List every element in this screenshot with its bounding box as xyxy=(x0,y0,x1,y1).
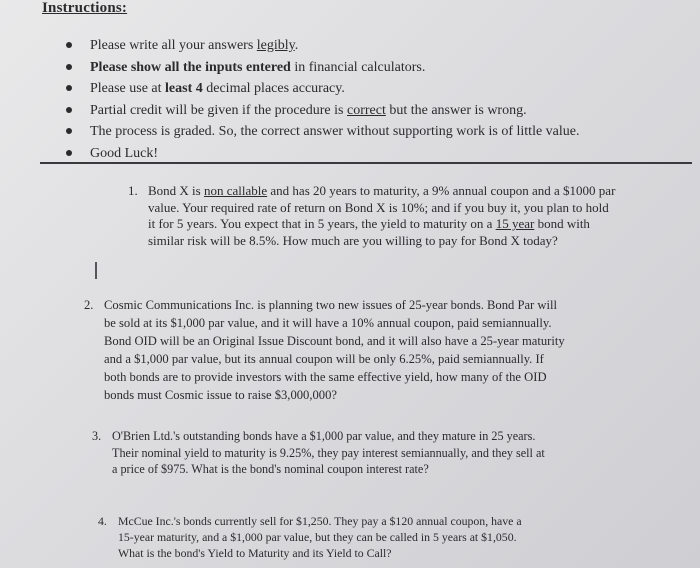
question-4: 4. McCue Inc.'s bonds currently sell for $1,250. They pay a $120 annual coupon, have a 15-year maturity, and a $1,000 par value, but they can be called in 5 years at $1,050. What is the bond's Yield to Maturity and its Yield to Call? xyxy=(98,513,658,561)
question-3: 3. O'Brien Ltd.'s outstanding bonds have a $1,000 par value, and they mature in 25 years. Their nominal yield to maturity is 9.25%, they pay interest semiannually, and they sell at a price of $975. What is the bond's nominal coupon interest rate? xyxy=(92,428,652,478)
question-line: and a $1,000 par value, but its annual coupon will be only 6.25%, paid semiannually. If xyxy=(104,352,544,366)
question-line: both bonds are to provide investors with the same effective yield, how many of the OID xyxy=(104,370,547,384)
instructions-list xyxy=(66,36,666,165)
list-item: The process is graded. So, the correct answer without supporting work is of little value. xyxy=(66,122,666,144)
question-line: bonds must Cosmic issue to raise $3,000,000? xyxy=(104,388,337,402)
question-line: O'Brien Ltd.'s outstanding bonds have a $1,000 par value, and they mature in 25 years. xyxy=(112,429,536,443)
bullet-icon xyxy=(66,64,72,70)
bullet-icon xyxy=(66,150,72,156)
question-line: value. Your required rate of return on Bond X is 10%; and if you buy it, you plan to hold xyxy=(148,199,609,215)
list-item: Please use at least 4 decimal places accuracy. xyxy=(66,79,666,101)
question-line: a price of $975. What is the bond's nominal coupon interest rate? xyxy=(112,462,429,476)
question-line: similar risk will be 8.5%. How much are you willing to pay for Bond X today? xyxy=(148,232,558,248)
question-line: Bond OID will be an Original Issue Discount bond, and it will also have a 25-year maturity xyxy=(104,334,565,348)
question-line: McCue Inc.'s bonds currently sell for $1,250. They pay a $120 annual coupon, have a xyxy=(118,514,522,528)
bullet-icon xyxy=(66,107,72,113)
divider xyxy=(40,162,692,164)
question-line: What is the bond's Yield to Maturity and its Yield to Call? xyxy=(118,546,392,560)
bullet-icon xyxy=(66,128,72,134)
text-cursor xyxy=(95,262,97,279)
question-line: Cosmic Communications Inc. is planning two new issues of 25-year bonds. Bond Par will xyxy=(104,298,557,312)
bullet-icon xyxy=(66,42,72,48)
question-line: it for 5 years. You expect that in 5 years, the yield to maturity on a 15 year bond with xyxy=(148,216,590,231)
list-item: Please show all the inputs entered in financial calculators. xyxy=(66,58,666,80)
question-line: 15-year maturity, and a $1,000 par value, but they can be called in 5 years at $1,050. xyxy=(118,530,517,544)
question-line: Their nominal yield to maturity is 9.25%, they pay interest semiannually, and they sell at xyxy=(112,445,545,460)
question-line: Bond X is non callable and has 20 years to maturity, a 9% annual coupon and a $1000 par xyxy=(148,183,616,198)
list-item: Please write all your answers legibly. xyxy=(66,36,666,58)
question-2: 2. Cosmic Communications Inc. is planning two new issues of 25-year bonds. Bond Par will be sold at its $1,000 par value, and it will have a 10% annual coupon, paid semiannually. Bond OID will be an Original Issue Discount bond, and it will also have a 25-year maturity and a $1,000 par value, but its annual coupon will be only 6.25%, paid semiannually. If both bonds are to provide investors with the same effective yield, how many of the OID bonds must Cosmic issue to raise $3,000,000? xyxy=(84,296,644,404)
question-1: 1. Bond X is non callable and has 20 years to maturity, a 9% annual coupon and a $1000 par value. Your required rate of return on Bond X is 10%; and if you buy it, you plan to hold it for 5 years. You expect that in 5 years, the yield to maturity on a 15 year bond with similar risk will be 8.5%. How much are you willing to pay for Bond X today? xyxy=(128,183,688,249)
page-title: Instructions: xyxy=(42,0,128,16)
bullet-icon xyxy=(66,85,72,91)
list-item: Partial credit will be given if the procedure is correct but the answer is wrong. xyxy=(66,101,666,123)
list-item: Good Luck! xyxy=(66,144,666,166)
question-line: be sold at its $1,000 par value, and it will have a 10% annual coupon, paid semiannually. xyxy=(104,316,552,330)
